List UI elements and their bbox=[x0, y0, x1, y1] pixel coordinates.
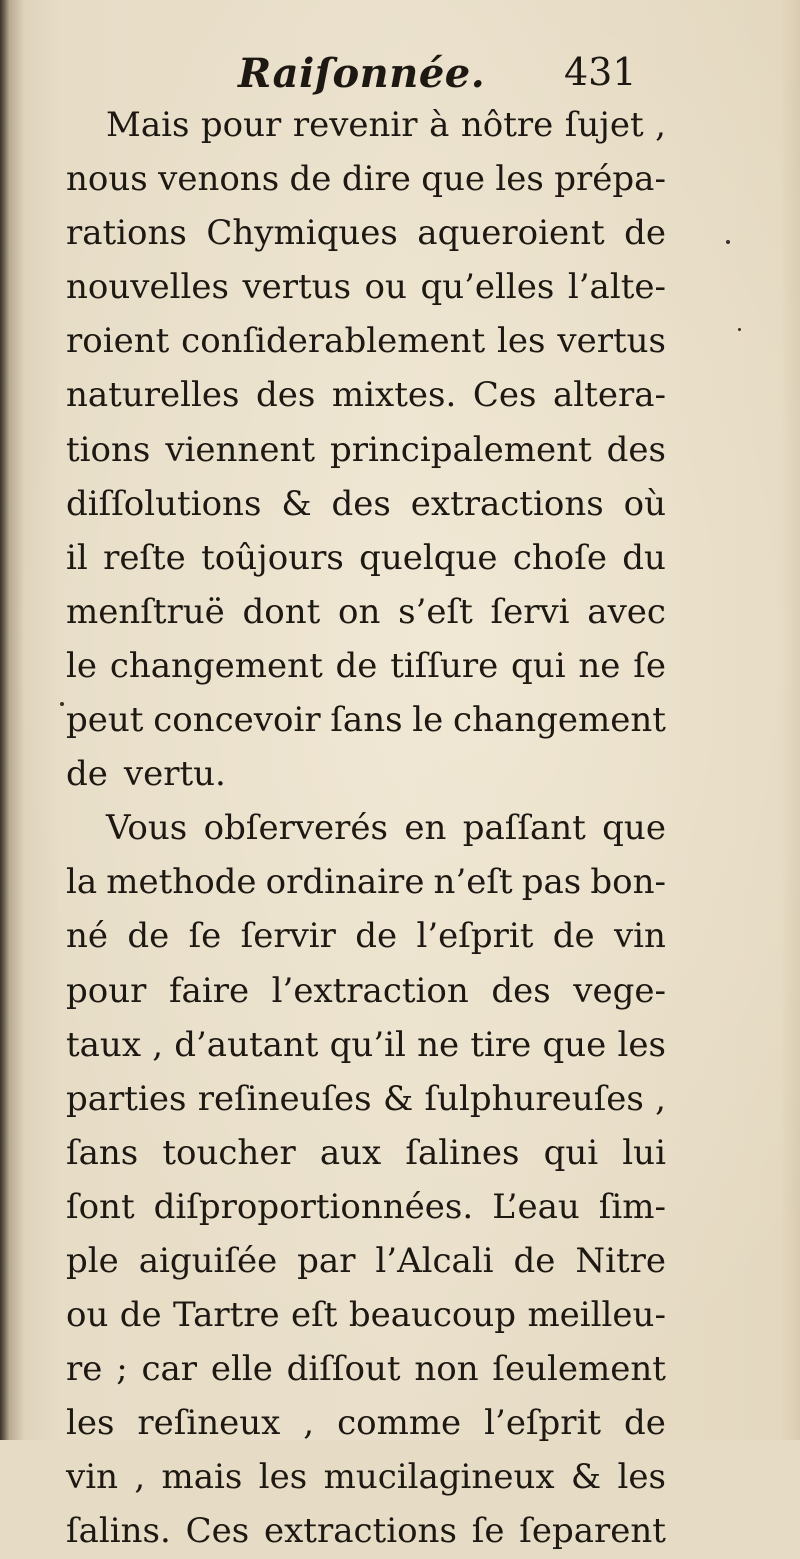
text-line bbox=[66, 801, 666, 855]
text-line bbox=[66, 1396, 666, 1450]
word: ſalines bbox=[405, 1132, 520, 1173]
word: parties bbox=[66, 1078, 187, 1119]
word: extractions bbox=[264, 1511, 457, 1552]
text-line bbox=[66, 909, 666, 963]
word: menſtruë bbox=[66, 591, 225, 632]
word: toûjours bbox=[201, 537, 344, 578]
word: mais bbox=[161, 1457, 243, 1498]
text-line bbox=[66, 585, 666, 639]
word: pour bbox=[200, 105, 282, 145]
word: paſſant bbox=[462, 808, 586, 849]
word: vertus bbox=[242, 267, 352, 308]
speck bbox=[60, 702, 64, 706]
word: Vous bbox=[106, 808, 188, 849]
word: , bbox=[134, 1457, 146, 1498]
word: diſproportionnées. bbox=[153, 1186, 474, 1227]
text-line bbox=[66, 98, 666, 152]
word: ou bbox=[364, 267, 407, 308]
word: viennent bbox=[165, 429, 316, 470]
word: tiſſure bbox=[390, 645, 499, 686]
word: l’eſprit bbox=[416, 916, 534, 957]
text-line bbox=[66, 639, 666, 693]
word: nouvelles bbox=[66, 267, 229, 308]
word: ; bbox=[116, 1349, 128, 1390]
word: s’eſt bbox=[398, 591, 473, 632]
word: les bbox=[617, 1024, 666, 1065]
word: & bbox=[570, 1457, 602, 1498]
word: obſerverés bbox=[203, 808, 388, 849]
word: changement bbox=[453, 700, 666, 741]
word: n’eſt bbox=[433, 862, 513, 903]
word: des bbox=[256, 375, 316, 416]
word: ſans bbox=[330, 700, 403, 741]
word: Ces bbox=[185, 1511, 250, 1552]
word: que bbox=[421, 159, 486, 200]
word: conſiderablement bbox=[181, 321, 486, 362]
word: non bbox=[414, 1349, 479, 1390]
word: ſans bbox=[66, 1132, 139, 1173]
word: de bbox=[127, 916, 170, 957]
word: reſineux bbox=[137, 1403, 281, 1444]
word: Nitre bbox=[575, 1240, 666, 1281]
word: vertus bbox=[557, 321, 666, 362]
word: ple bbox=[66, 1240, 119, 1281]
word: les bbox=[617, 1457, 666, 1498]
word: à bbox=[429, 105, 450, 145]
word: Ces bbox=[472, 375, 537, 416]
word: peut bbox=[66, 700, 144, 741]
word: avec bbox=[587, 591, 666, 632]
word: ſe bbox=[188, 916, 222, 957]
word: qu’il bbox=[329, 1024, 406, 1065]
word: & bbox=[281, 483, 312, 524]
text-line bbox=[66, 314, 666, 368]
word: aux bbox=[319, 1132, 382, 1173]
text-line bbox=[66, 368, 666, 422]
word: de bbox=[513, 1240, 556, 1281]
text-line bbox=[66, 1126, 666, 1180]
word: faire bbox=[168, 970, 250, 1011]
word: ſeulement bbox=[492, 1349, 666, 1390]
gutter-shadow bbox=[10, 0, 24, 1440]
word: de bbox=[624, 213, 666, 254]
word: des bbox=[331, 483, 391, 524]
word: il bbox=[66, 537, 88, 578]
word: ſalins. bbox=[66, 1511, 171, 1552]
word: ſe bbox=[633, 645, 666, 686]
word: changement bbox=[109, 645, 323, 686]
word: ſont bbox=[66, 1186, 135, 1227]
word: de bbox=[289, 159, 332, 200]
word: mucilagineux bbox=[323, 1457, 555, 1498]
word: roient bbox=[66, 321, 170, 362]
word: ordinaire bbox=[265, 862, 425, 903]
word: altera- bbox=[553, 375, 666, 416]
speck bbox=[726, 240, 730, 244]
word: les bbox=[66, 1403, 115, 1444]
word: du bbox=[622, 537, 666, 578]
word: d’autant bbox=[174, 1024, 319, 1065]
word: L’eau bbox=[492, 1186, 580, 1227]
text-line bbox=[66, 1180, 666, 1234]
word: que bbox=[602, 808, 666, 849]
word: les bbox=[497, 321, 546, 362]
word: ne bbox=[578, 645, 621, 686]
word: , bbox=[152, 1024, 164, 1065]
text-line bbox=[66, 1450, 666, 1504]
word: Mais bbox=[106, 105, 190, 145]
word: venons bbox=[158, 159, 280, 200]
text-line bbox=[66, 1288, 666, 1342]
word: aiguiſée bbox=[138, 1240, 278, 1281]
word: nous bbox=[66, 159, 148, 200]
word: le bbox=[66, 645, 97, 686]
word: l’Alcali bbox=[375, 1240, 494, 1281]
body-text bbox=[66, 98, 666, 1559]
speck bbox=[738, 328, 741, 331]
word: le bbox=[412, 700, 444, 741]
word: pas bbox=[521, 862, 582, 903]
text-line bbox=[66, 1072, 666, 1126]
word: , bbox=[303, 1403, 315, 1444]
word: Chymiques bbox=[206, 213, 398, 254]
word: de bbox=[355, 916, 398, 957]
word: & bbox=[382, 1078, 414, 1119]
text-line bbox=[66, 206, 666, 260]
word: naturelles bbox=[66, 375, 240, 416]
word: vin bbox=[66, 1457, 118, 1498]
word: , bbox=[655, 1078, 666, 1119]
word: ſeparent bbox=[519, 1511, 666, 1552]
word: de bbox=[119, 1295, 162, 1336]
word: tire bbox=[470, 1024, 532, 1065]
word: taux bbox=[66, 1024, 142, 1065]
word: rations bbox=[66, 213, 187, 254]
word: dont bbox=[242, 591, 321, 632]
word: comme bbox=[337, 1403, 462, 1444]
word: extractions bbox=[410, 483, 604, 524]
word: principalement bbox=[329, 429, 592, 470]
word: ſervi bbox=[490, 591, 570, 632]
word: des bbox=[606, 429, 666, 470]
text-line bbox=[66, 1342, 666, 1396]
word: prépa- bbox=[554, 159, 666, 200]
word: de bbox=[335, 645, 378, 686]
word: vertu. bbox=[123, 754, 226, 795]
word: ſujet bbox=[564, 105, 644, 145]
word: que bbox=[542, 1024, 607, 1065]
text-line bbox=[66, 1018, 666, 1072]
word: tions bbox=[66, 429, 151, 470]
word: où bbox=[623, 483, 666, 524]
word: car bbox=[141, 1349, 198, 1390]
word: bon- bbox=[590, 862, 666, 903]
text-line bbox=[66, 693, 666, 747]
word: Tartre bbox=[173, 1295, 280, 1336]
word: qui bbox=[511, 645, 566, 686]
word: qu’elles bbox=[420, 267, 555, 308]
word: les bbox=[258, 1457, 308, 1498]
word: meilleu- bbox=[527, 1295, 666, 1336]
word: ſe bbox=[471, 1511, 505, 1552]
word: toucher bbox=[162, 1132, 296, 1173]
word: dire bbox=[341, 159, 411, 200]
word: diſſolutions bbox=[66, 483, 262, 524]
word: revenir bbox=[292, 105, 418, 145]
word: aqueroient bbox=[417, 213, 605, 254]
page-number: 431 bbox=[564, 50, 637, 94]
word: l’eſprit bbox=[484, 1403, 602, 1444]
word: ou bbox=[66, 1295, 109, 1336]
word: , bbox=[655, 105, 666, 145]
word: né bbox=[66, 916, 109, 957]
word: de bbox=[66, 754, 108, 795]
word: de bbox=[552, 916, 595, 957]
word: beaucoup bbox=[348, 1295, 517, 1336]
word: ne bbox=[417, 1024, 460, 1065]
word: lui bbox=[622, 1132, 666, 1173]
binding-gutter bbox=[0, 0, 10, 1440]
word: l’alte- bbox=[567, 267, 666, 308]
text-line bbox=[66, 1234, 666, 1288]
word: concevoir bbox=[153, 700, 321, 741]
text-line bbox=[66, 477, 666, 531]
word: nôtre bbox=[460, 105, 554, 145]
text-line bbox=[66, 855, 666, 909]
word: vege- bbox=[573, 970, 666, 1011]
text-line bbox=[66, 260, 666, 314]
word: on bbox=[338, 591, 381, 632]
text-line bbox=[66, 423, 666, 477]
text-line bbox=[66, 964, 666, 1018]
word: l’extraction bbox=[271, 970, 469, 1011]
word: eſt bbox=[291, 1295, 338, 1336]
page-header bbox=[0, 42, 800, 102]
word: diſſout bbox=[286, 1349, 401, 1390]
word: en bbox=[404, 808, 447, 849]
word: de bbox=[624, 1403, 666, 1444]
word: qui bbox=[543, 1132, 599, 1173]
word: les bbox=[495, 159, 544, 200]
word: reſte bbox=[103, 537, 186, 578]
word: reſineuſes bbox=[197, 1078, 372, 1119]
word: pour bbox=[66, 970, 147, 1011]
text-line bbox=[66, 747, 666, 801]
running-title: Raiſonnée. bbox=[238, 50, 486, 97]
text-line bbox=[66, 152, 666, 206]
word: vin bbox=[613, 916, 666, 957]
text-line bbox=[66, 531, 666, 585]
word: choſe bbox=[512, 537, 607, 578]
word: ſim- bbox=[598, 1186, 666, 1227]
word: mixtes. bbox=[331, 375, 457, 416]
word: quelque bbox=[359, 537, 498, 578]
word: ſulphureuſes bbox=[424, 1078, 644, 1119]
word: des bbox=[491, 970, 551, 1011]
word: re bbox=[66, 1349, 103, 1390]
word: la bbox=[66, 862, 98, 903]
word: ſervir bbox=[240, 916, 336, 957]
word: par bbox=[297, 1240, 356, 1281]
word: methode bbox=[106, 862, 257, 903]
word: elle bbox=[210, 1349, 273, 1390]
text-line bbox=[66, 1504, 666, 1558]
